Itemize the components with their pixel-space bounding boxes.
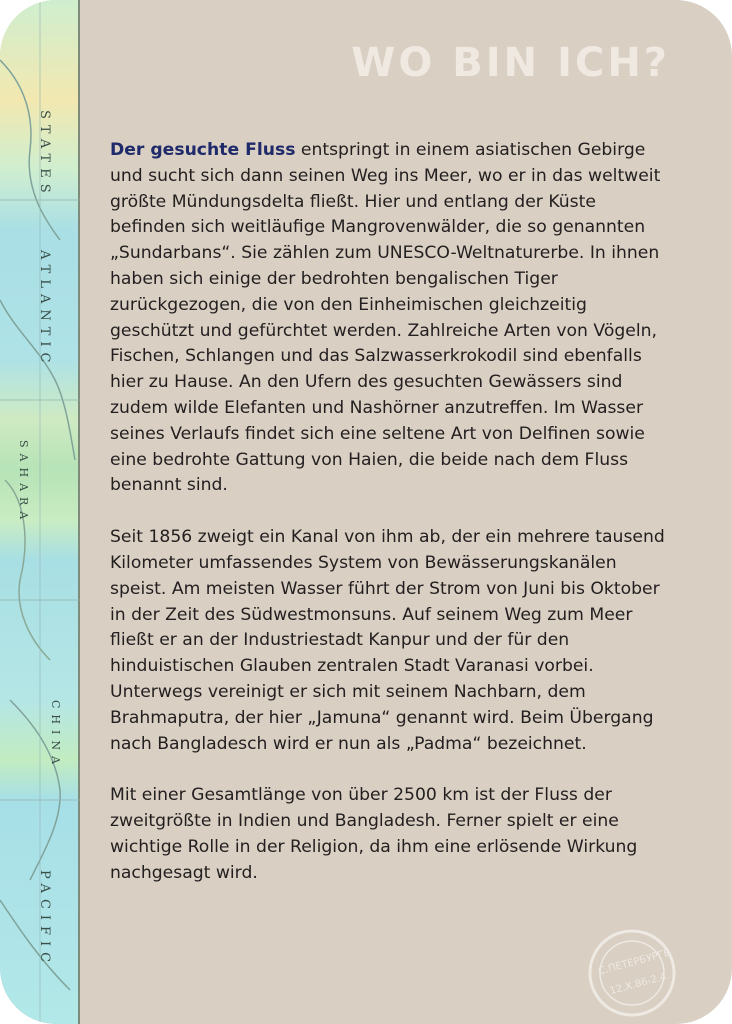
article-body xyxy=(110,138,670,913)
paragraph-1 xyxy=(110,138,670,499)
lead-phrase: Der gesuchte Fluss xyxy=(110,140,296,160)
map-label-atlantic: ATLANTIC xyxy=(37,250,52,369)
map-label-states: STATES xyxy=(37,110,52,199)
postmark-graphic xyxy=(572,918,692,1018)
stamp-date-text: 12.X.86-2.4. xyxy=(608,970,671,998)
page-title: WO BIN ICH? xyxy=(351,40,670,86)
map-label-pacific: PACIFIC xyxy=(37,870,52,969)
stamp-top-text: С.ПЕТЕРБУРГЬ xyxy=(597,947,672,978)
paragraph-2: Seit 1856 zweigt ein Kanal von ihm ab, der ein mehrere tausend Kilometer umfassendes System von Bewässerungskanälen speist. Am meisten Wasser führt der Strom von Juni bis Oktober in der Zeit des Südwestmonsuns. Auf seinem Weg zum Meer fließt er an der Industriestadt Kanpur und der für den hinduistischen Glauben zentralen Stadt Varanasi vorbei. Unterwegs vereinigt er sich mit seinem Nachbarn, dem Brahmaputra, der hier „Jamuna“ genannt wird. Beim Übergang nach Bangladesch wird er nun als „Padma“ bezeichnet. xyxy=(110,527,665,754)
map-label-sahara: SAHARA xyxy=(17,440,30,526)
paragraph-3: Mit einer Gesamtlänge von über 2500 km ist der Fluss der zweitgrößte in Indien und Bangladesh. Ferner spielt er eine wichtige Rolle in der Religion, da ihm eine erlösende Wirkung nachgesagt wird. xyxy=(110,785,638,883)
map-label-china: CHINA xyxy=(49,700,62,770)
postmark-stamp xyxy=(572,918,692,1018)
paragraph-1-text: entspringt in einem asiatischen Gebirge und sucht sich dann seinen Weg ins Meer, wo er in das weltweit größte Mündungsdelta fließt. Hier und entlang der Küste befinden sich weitläufige Mangrovenwälder, die so genannten „Sundarbans“. Sie zählen zum UNESCO-Weltnaturerbe. In ihnen haben sich einige der bedrohten bengalischen Tiger zurückgezogen, die von den Einheimischen gleichzeitig geschützt und gefürchtet werden. Zahlreiche Arten von Vögeln, Fischen, Schlangen und das Salzwasserkrokodil sind ebenfalls hier zu Hause. An den Ufern des gesuchten Gewässers sind zudem wilde Elefanten und Nashörner anzutreffen. Im Wasser seines Verlaufs findet sich eine seltene Art von Delfinen sowie eine bedrohte Gattung von Haien, die beide nach dem Fluss benannt sind. xyxy=(110,140,661,496)
map-strip-decoration xyxy=(0,0,80,1024)
